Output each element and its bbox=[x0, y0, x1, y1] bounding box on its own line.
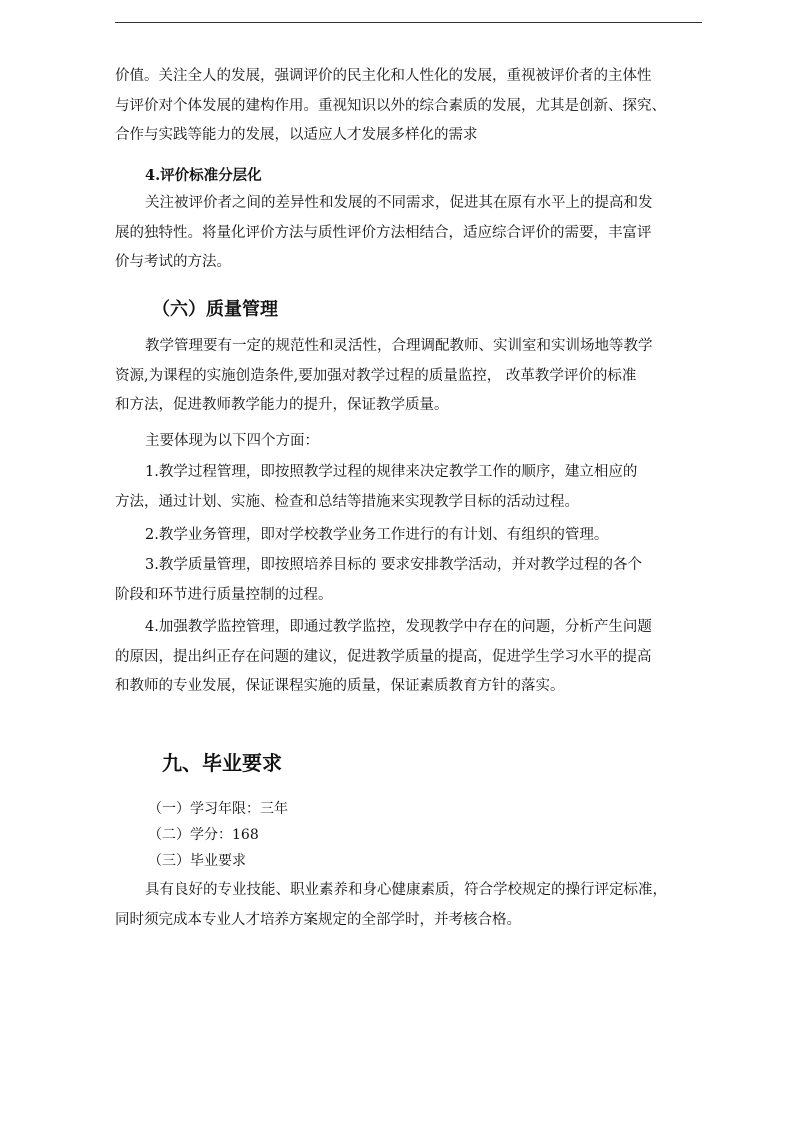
header-rule bbox=[115, 22, 702, 23]
text-line: 和教师的专业发展，保证课程实施的质量，保证素质教育方针的落实。 bbox=[115, 678, 565, 694]
text-line: 资源,为课程的实施创造条件,要加强对教学过程的质量监控， 改革教学评价的标准 bbox=[115, 367, 637, 384]
text-line: 1.教学过程管理，即按照教学过程的规律来决定教学工作的顺序，建立相应的 bbox=[145, 464, 638, 480]
text-line: 价与考试的方法。 bbox=[115, 254, 231, 270]
text-line: 关注被评价者之间的差异性和发展的不同需求，促进其在原有水平上的提高和发 bbox=[145, 195, 653, 211]
subheading-evaluation-standard: 4.评价标准分层化 bbox=[145, 167, 262, 184]
point-3-paragraph bbox=[115, 551, 705, 610]
text-line: 主要体现为以下四个方面： bbox=[145, 433, 319, 449]
evaluation-standard-paragraph bbox=[115, 189, 705, 278]
point-2-paragraph bbox=[115, 521, 705, 551]
text-line: 展的独特性。将量化评价方法与质性评价方法相结合，适应综合评价的需要，丰富评 bbox=[115, 224, 652, 241]
text-line: 同时须完成本专业人才培养方案规定的全部学时，并考核合格。 bbox=[115, 911, 521, 928]
text-line: 2.教学业务管理，即对学校教学业务工作进行的有计划、有组织的管理。 bbox=[145, 527, 609, 543]
text-line: 与评价对个体发展的建构作用。重视知识以外的综合素质的发展，尤其是创新、探究、 bbox=[115, 97, 666, 114]
list-item: （三）毕业要求 bbox=[148, 853, 246, 869]
continued-paragraph bbox=[115, 62, 705, 151]
graduation-body-paragraph bbox=[115, 876, 705, 935]
text-line: 合作与实践等能力的发展，以适应人才发展多样化的需求 bbox=[115, 127, 478, 143]
text-line: 方法，通过计划、实施、检查和总结等措施来实现教学目标的活动过程。 bbox=[115, 493, 579, 510]
text-line: 具有良好的专业技能、职业素养和身心健康素质，符合学校规定的操行评定标准， bbox=[145, 882, 667, 898]
text-line: 阶段和环节进行质量控制的过程。 bbox=[115, 586, 333, 603]
section-heading-graduation-requirements: 九、毕业要求 bbox=[162, 751, 282, 775]
text-line: 和方法，促进教师教学能力的提升，保证教学质量。 bbox=[115, 397, 449, 413]
text-line: 4.加强教学监控管理，即通过教学监控，发现教学中存在的问题，分析产生问题 bbox=[145, 619, 652, 635]
list-item: （二）学分：168 bbox=[148, 827, 259, 843]
text-line: 的原因，提出纠正存在问题的建议，促进教学质量的提高，促进学生学习水平的提高 bbox=[115, 648, 652, 665]
summary-line bbox=[115, 427, 705, 457]
graduation-items bbox=[148, 796, 288, 874]
list-item: （一）学习年限：三年 bbox=[148, 801, 288, 817]
point-1-paragraph bbox=[115, 458, 705, 517]
point-4-paragraph bbox=[115, 613, 705, 702]
text-line: 教学管理要有一定的规范性和灵活性，合理调配教师、实训室和实训场地等教学 bbox=[145, 338, 653, 354]
text-line: 3.教学质量管理，即按照培养目标的 要求安排教学活动，并对教学过程的各个 bbox=[145, 557, 642, 573]
quality-intro-paragraph bbox=[115, 332, 705, 421]
section-heading-quality-management: （六）质量管理 bbox=[152, 299, 278, 320]
text-line: 价值。关注全人的发展，强调评价的民主化和人性化的发展，重视被评价者的主体性 bbox=[115, 68, 652, 84]
